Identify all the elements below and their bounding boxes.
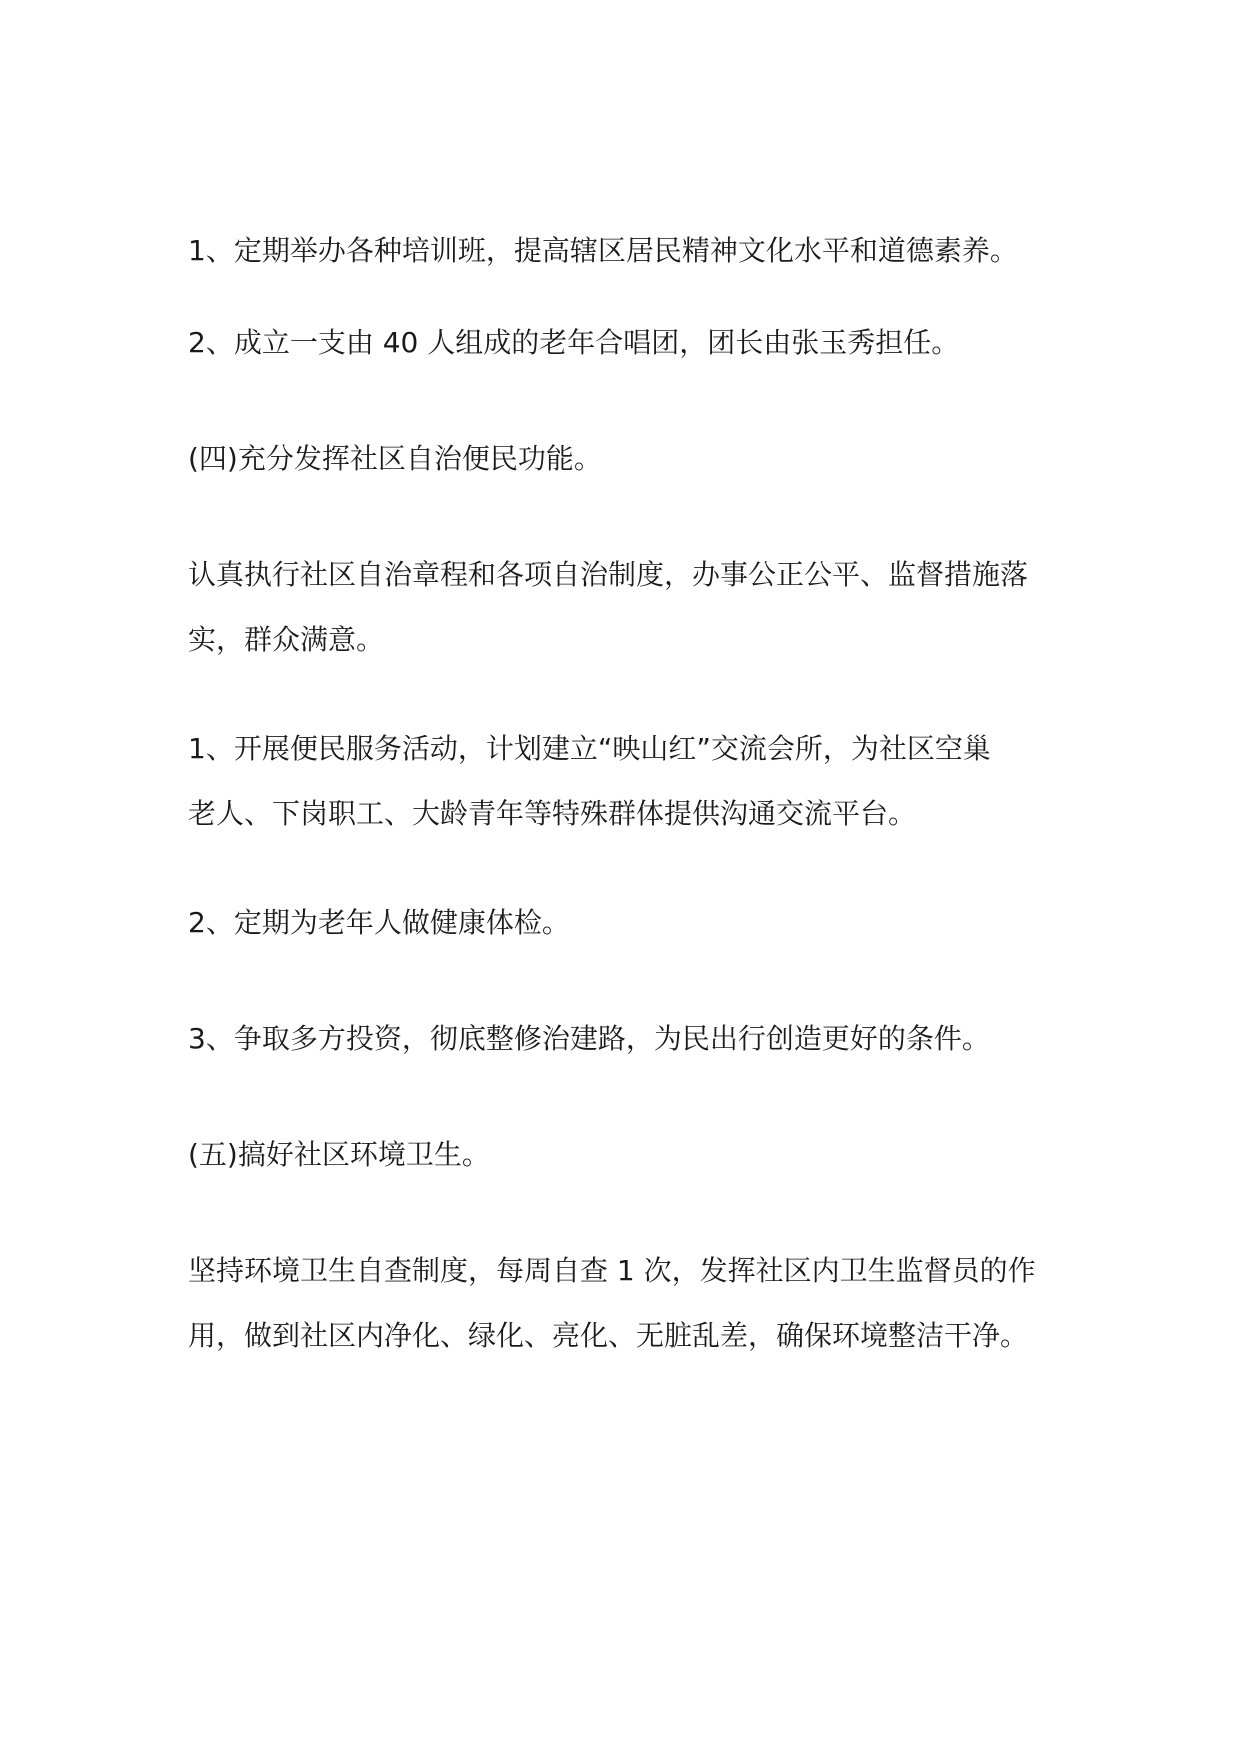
section-heading-autonomy xyxy=(188,426,1088,491)
section-heading-sanitation xyxy=(188,1122,1088,1187)
text-line: 2、定期为老年人做健康体检。 xyxy=(188,906,570,939)
text-line: 2、成立一支由 40 人组成的老年合唱团，团长由张玉秀担任。 xyxy=(188,326,960,359)
paragraph-training-classes xyxy=(188,218,1088,283)
text-line: (四)充分发挥社区自治便民功能。 xyxy=(188,442,602,475)
text-line: 坚持环境卫生自查制度，每周自查 1 次，发挥社区内卫生监督员的作 xyxy=(188,1254,1036,1287)
paragraph-sanitation-inspection xyxy=(188,1238,1088,1368)
text-line: 1、开展便民服务活动，计划建立“映山红”交流会所，为社区空巢 xyxy=(188,732,991,765)
paragraph-senior-choir xyxy=(188,310,1088,375)
text-line: 3、争取多方投资，彻底整修治建路，为民出行创造更好的条件。 xyxy=(188,1022,990,1055)
paragraph-health-checkups xyxy=(188,890,1088,955)
paragraph-convenience-services xyxy=(188,716,1088,846)
text-line: (五)搞好社区环境卫生。 xyxy=(188,1138,490,1171)
paragraph-road-repair xyxy=(188,1006,1088,1071)
text-line: 认真执行社区自治章程和各项自治制度，办事公正公平、监督措施落 xyxy=(188,558,1029,591)
text-line: 用，做到社区内净化、绿化、亮化、无脏乱差，确保环境整洁干净。 xyxy=(188,1319,1029,1352)
text-line: 老人、下岗职工、大龄青年等特殊群体提供沟通交流平台。 xyxy=(188,797,917,830)
paragraph-autonomy-regulations xyxy=(188,542,1088,672)
text-line: 实，群众满意。 xyxy=(188,623,385,656)
text-line: 1、定期举办各种培训班，提高辖区居民精神文化水平和道德素养。 xyxy=(188,234,1018,267)
